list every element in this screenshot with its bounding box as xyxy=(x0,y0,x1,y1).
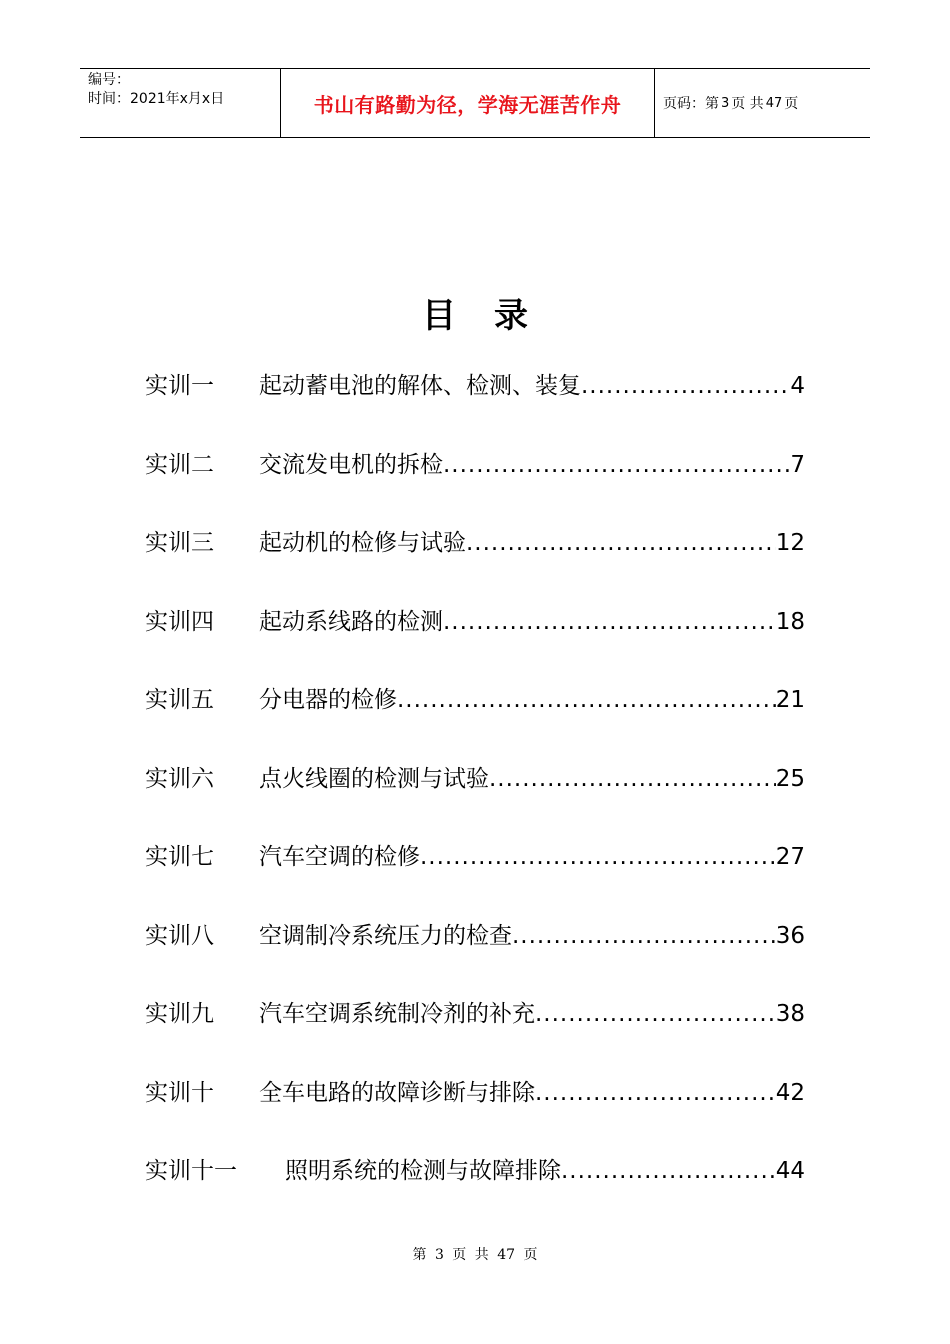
header-page-total: 47 xyxy=(765,95,783,111)
toc-leader-dots xyxy=(443,445,790,485)
toc-entry-title: 全车电路的故障诊断与排除 xyxy=(259,1079,535,1106)
toc-chapter: 实训二 xyxy=(145,451,214,478)
toc-leader-dots xyxy=(561,1151,776,1191)
toc-page-number: 7 xyxy=(790,451,805,478)
toc-entry-title: 起动蓄电池的解体、检测、装复 xyxy=(259,373,581,399)
header-page-current: 3 xyxy=(721,95,730,111)
toc-page-number: 36 xyxy=(775,922,805,949)
toc-entry-title: 交流发电机的拆检 xyxy=(259,451,443,478)
toc-entry-title: 点火线圈的检测与试验 xyxy=(259,765,489,792)
toc-entry-title: 汽车空调的检修 xyxy=(259,844,420,870)
toc-page-number: 44 xyxy=(775,1158,805,1184)
toc-leader-dots xyxy=(489,759,776,799)
toc-chapter: 实训五 xyxy=(145,687,214,713)
toc-page-number: 4 xyxy=(790,373,805,399)
toc-page-number: 12 xyxy=(775,530,805,556)
header-meta xyxy=(80,69,281,137)
toc-entry-title: 汽车空调系统制冷剂的补充 xyxy=(259,1001,535,1027)
header-page-suffix: 页 xyxy=(784,96,799,112)
header-time-label: 时间：2021年x月x日 xyxy=(88,91,225,107)
toc-chapter: 实训一 xyxy=(145,373,214,399)
toc-entry-title: 起动机的检修与试验 xyxy=(259,530,466,556)
toc-leader-dots xyxy=(535,1073,776,1113)
toc-entry[interactable] xyxy=(145,602,805,681)
toc-chapter: 实训七 xyxy=(145,844,214,870)
toc-entry-title: 起动系线路的检测 xyxy=(259,608,443,635)
toc-leader-dots xyxy=(535,994,776,1034)
header-page-prefix: 页码：第 xyxy=(663,96,719,112)
page-footer: 第 3 页 共 47 页 xyxy=(412,1247,538,1263)
header-page-info xyxy=(655,69,870,137)
header-motto: 书山有路勤为径，学海无涯苦作舟 xyxy=(281,69,655,137)
toc-chapter: 实训三 xyxy=(145,530,214,556)
toc-entry[interactable] xyxy=(145,445,805,524)
toc-entry[interactable] xyxy=(145,680,805,759)
toc-chapter: 实训六 xyxy=(145,765,214,792)
toc-chapter: 实训十一 xyxy=(145,1158,237,1184)
toc-entry[interactable] xyxy=(145,1073,805,1152)
toc-leader-dots xyxy=(466,523,776,563)
toc-chapter: 实训四 xyxy=(145,608,214,635)
toc-entry[interactable] xyxy=(145,366,805,445)
toc-page-number: 18 xyxy=(775,608,805,635)
toc-page-number: 25 xyxy=(775,765,805,792)
toc-page-number: 21 xyxy=(775,687,805,713)
header-code-label: 编号： xyxy=(88,72,130,88)
toc-entry-title: 照明系统的检测与故障排除 xyxy=(285,1158,561,1184)
toc-page-number: 27 xyxy=(775,844,805,870)
toc-page-number: 42 xyxy=(775,1079,805,1106)
toc-chapter: 实训九 xyxy=(145,1001,214,1027)
toc-chapter: 实训八 xyxy=(145,922,214,949)
toc-chapter: 实训十 xyxy=(145,1079,214,1106)
page-header xyxy=(80,68,870,138)
toc-title: 目录 xyxy=(422,296,566,336)
toc-leader-dots xyxy=(420,837,776,877)
toc-leader-dots xyxy=(443,602,776,642)
toc-entry-title: 分电器的检修 xyxy=(259,687,397,713)
toc-entry[interactable] xyxy=(145,837,805,916)
toc-entry-title: 空调制冷系统压力的检查 xyxy=(259,922,512,949)
table-of-contents xyxy=(145,366,805,1230)
toc-entry[interactable] xyxy=(145,1151,805,1230)
toc-entry[interactable] xyxy=(145,994,805,1073)
toc-leader-dots xyxy=(397,680,776,720)
toc-page-number: 38 xyxy=(775,1001,805,1027)
toc-entry[interactable] xyxy=(145,916,805,995)
toc-leader-dots xyxy=(581,366,790,406)
toc-leader-dots xyxy=(512,916,776,956)
toc-entry[interactable] xyxy=(145,759,805,838)
header-page-mid: 页 共 xyxy=(731,96,764,112)
toc-entry[interactable] xyxy=(145,523,805,602)
